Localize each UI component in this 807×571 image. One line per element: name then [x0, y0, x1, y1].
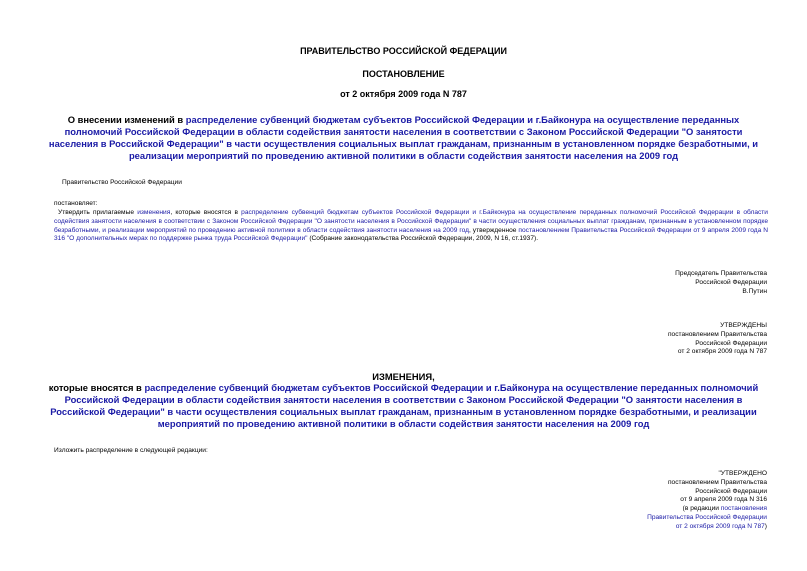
decree-316-link[interactable]: постановлением Правительства Российской Федерации от 9 апреля 2009 года N 316 "О дополнительных мерах по поддержке рынка труда Российской Федерации": [54, 226, 769, 243]
changes-prefix: которые вносятся в: [48, 382, 145, 393]
para-text-1: Утвердить прилагаемые: [58, 209, 138, 216]
state-text: Изложить распределение в следующей редакции:: [54, 447, 208, 454]
signature-country: Российской Федерации: [695, 278, 767, 286]
decree-title: [40, 114, 767, 162]
changes-heading: ИЗМЕНЕНИЯ,: [372, 371, 435, 382]
para-text-4: (Собрание законодательства Российской Федерации, 2009, N 16, ст.1937).: [307, 235, 539, 243]
changes-link[interactable]: изменения: [137, 209, 171, 216]
main-paragraph: [54, 209, 768, 244]
approved2-line-2: постановлением Правительства: [667, 478, 767, 486]
approved2-line-5: [507, 505, 767, 514]
approved2-line-3: Российской Федерации: [695, 487, 767, 495]
signature-block: [507, 270, 767, 296]
approved2-line-6: [507, 514, 767, 523]
distribution-link[interactable]: распределение субвенций бюджетам субъектов Российской Федерации и г.Байконура на осуществление переданных полномочий Российской Федерации в области содействия занятости населения в соответствии с Законом Российской Федерации "О занятости населения в Российской Федерации" в части осуществления социальных выплат гражданам, признанным в установленном порядке безработными, и реализации мероприятий по проведению активной политики в области содействия занятости населения на 2009 год: [54, 209, 768, 234]
edition-prefix: (в редакции: [682, 505, 721, 513]
approved-line-2: постановлением Правительства: [667, 330, 767, 338]
government-heading: ПРАВИТЕЛЬСТВО РОССИЙСКОЙ ФЕДЕРАЦИИ: [300, 46, 507, 56]
approved-heading: УТВЕРЖДЕНЫ: [720, 322, 767, 329]
decree-heading: ПОСТАНОВЛЕНИЕ: [362, 69, 445, 79]
title-link[interactable]: распределение субвенций бюджетам субъектов Российской Федерации и г.Байконура на осуществление переданных полномочий Российской Федерации в области содействия занятости населения в соответствии с Законом Российской Федерации "О занятости населения в Российской Федерации" в части осуществления социальных выплат гражданам, признанным в установленном порядке безработными, и реализации мероприятий по проведению активной политики в области содействия занятости населения на 2009 год: [48, 114, 759, 161]
decree-date: от 2 октября 2009 года N 787: [340, 89, 467, 99]
approved2-line-7: [507, 523, 767, 532]
signature-title: Председатель Правительства: [675, 270, 767, 277]
approved-block: [507, 322, 767, 357]
title-prefix: О внесении изменений в: [67, 114, 186, 125]
changes-title: [40, 382, 767, 430]
edition-suffix: ): [764, 522, 767, 530]
edition-link-1[interactable]: постановления: [720, 505, 767, 513]
approved-line-4: от 2 октября 2009 года N 787: [677, 348, 767, 356]
edition-link-2[interactable]: Правительства Российской Федерации: [647, 513, 767, 521]
approved-line-3: Российской Федерации: [695, 339, 767, 347]
para-text-2: , которые вносятся в: [170, 209, 242, 216]
approved2-line-4: от 9 апреля 2009 года N 316: [680, 496, 767, 504]
decides-line: постановляет:: [54, 200, 98, 207]
approved-block-2: [507, 470, 767, 532]
approved2-heading: "УТВЕРЖДЕНО: [718, 470, 767, 477]
edition-link-3[interactable]: от 2 октября 2009 года N 787: [675, 522, 765, 530]
changes-title-link[interactable]: распределение субвенций бюджетам субъектов Российской Федерации и г.Байконура на осуществление переданных полномочий Российской Федерации в области содействия занятости населения в соответствии с Законом Российской Федерации "О занятости населения в Российской Федерации" в части осуществления социальных выплат гражданам, признанным в установленном порядке безработными, и реализации мероприятий по проведению активной политики в области содействия занятости населения на 2009 год: [50, 382, 759, 429]
government-line: Правительство Российской Федерации: [62, 179, 182, 186]
signature-name: В.Путин: [742, 287, 767, 295]
para-text-3: , утвержденное: [469, 226, 519, 234]
